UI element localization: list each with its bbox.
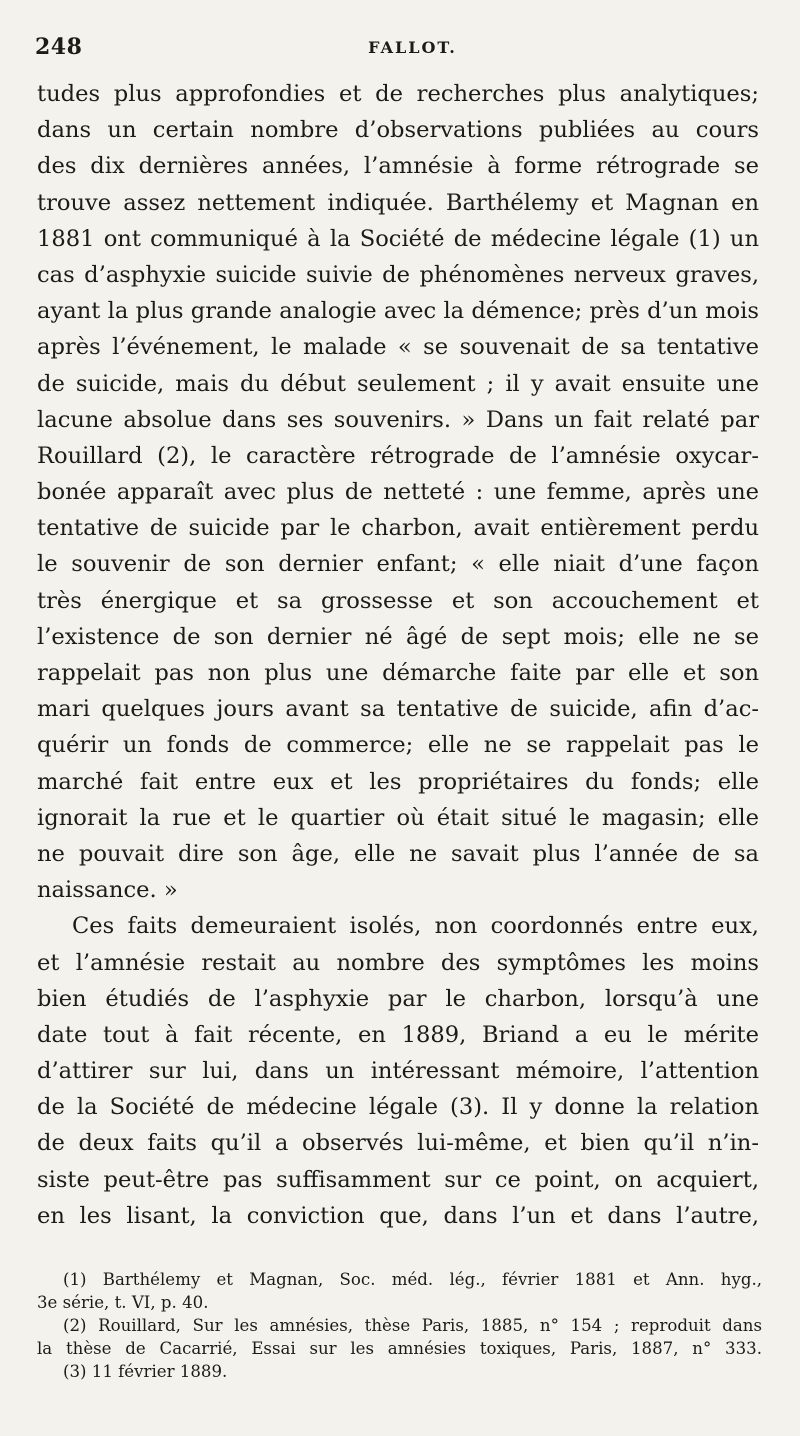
text-line: lacune absolue dans ses souvenirs. » Dans un fait relaté par xyxy=(37,406,759,433)
text-line: tentative de suicide par le charbon, avait entièrement perdu xyxy=(37,515,759,542)
text-line: rappelait pas non plus une démarche faite par elle et son xyxy=(37,660,759,686)
text-line: le souvenir de son dernier enfant; « elle niait d’une façon xyxy=(37,551,759,578)
footnote-3: (3) 11 février 1889. xyxy=(63,1362,228,1381)
text-line: 1881 ont communiqué à la Société de médecine légale (1) un xyxy=(37,225,759,252)
text-line: l’existence de son dernier né âgé de sept mois; elle ne se xyxy=(37,623,759,650)
footnote-2-continuation: la thèse de Cacarrié, Essai sur les amnésies toxiques, Paris, 1887, n° 333. xyxy=(37,1339,762,1358)
footnote-1: (1) Barthélemy et Magnan, Soc. méd. lég., février 1881 et Ann. hyg., xyxy=(63,1270,762,1289)
text-line: de deux faits qu’il a observés lui-même, et bien qu’il n’in- xyxy=(37,1130,759,1157)
text-line: en les lisant, la conviction que, dans l’un et dans l’autre, xyxy=(37,1202,759,1229)
text-line: très énergique et sa grossesse et son accouchement et xyxy=(37,587,759,614)
text-line: et l’amnésie restait au nombre des symptômes les moins xyxy=(37,949,759,976)
body-text xyxy=(37,76,759,1234)
text-line: Rouillard (2), le caractère rétrograde de l’amnésie oxycar- xyxy=(37,442,759,469)
page-header xyxy=(35,34,760,64)
text-line: quérir un fonds de commerce; elle ne se rappelait pas le xyxy=(37,732,759,759)
text-line: trouve assez nettement indiquée. Barthélemy et Magnan en xyxy=(37,189,759,216)
text-line: date tout à fait récente, en 1889, Briand a eu le mérite xyxy=(37,1021,759,1048)
text-line: d’attirer sur lui, dans un intéressant mémoire, l’attention xyxy=(37,1058,759,1085)
text-line: siste peut-être pas suffisamment sur ce point, on acquiert, xyxy=(37,1166,759,1193)
paragraph-start-line: Ces faits demeuraient isolés, non coordonnés entre eux, xyxy=(72,913,759,940)
text-line: après l’événement, le malade « se souvenait de sa tentative xyxy=(37,334,759,361)
text-line: dans un certain nombre d’observations publiées au cours xyxy=(37,117,759,144)
running-head: FALLOT. xyxy=(368,38,457,57)
page-number: 248 xyxy=(35,34,83,60)
footnote-1-continuation: 3e série, t. VI, p. 40. xyxy=(37,1293,209,1312)
text-line: des dix dernières années, l’amnésie à forme rétrograde se xyxy=(37,153,759,180)
text-line: de la Société de médecine légale (3). Il y donne la relation xyxy=(37,1094,759,1121)
text-line: tudes plus approfondies et de recherches plus analytiques; xyxy=(37,81,759,107)
text-line: marché fait entre eux et les propriétaires du fonds; elle xyxy=(37,768,759,795)
text-line: bonée apparaît avec plus de netteté : une femme, après une xyxy=(37,479,759,506)
text-line: ignorait la rue et le quartier où était situé le magasin; elle xyxy=(37,804,759,831)
text-line: de suicide, mais du début seulement ; il y avait ensuite une xyxy=(37,370,759,397)
text-line: bien étudiés de l’asphyxie par le charbon, lorsqu’à une xyxy=(37,985,759,1012)
text-line: naissance. » xyxy=(37,877,178,904)
text-line: ayant la plus grande analogie avec la démence; près d’un mois xyxy=(37,298,759,325)
footnote-2: (2) Rouillard, Sur les amnésies, thèse Paris, 1885, n° 154 ; reproduit dans xyxy=(63,1316,762,1335)
text-line: cas d’asphyxie suicide suivie de phénomènes nerveux graves, xyxy=(37,261,759,288)
text-line: ne pouvait dire son âge, elle ne savait plus l’année de sa xyxy=(37,840,759,867)
text-line: mari quelques jours avant sa tentative de suicide, afin d’ac- xyxy=(37,696,759,723)
footnotes xyxy=(37,1268,762,1383)
